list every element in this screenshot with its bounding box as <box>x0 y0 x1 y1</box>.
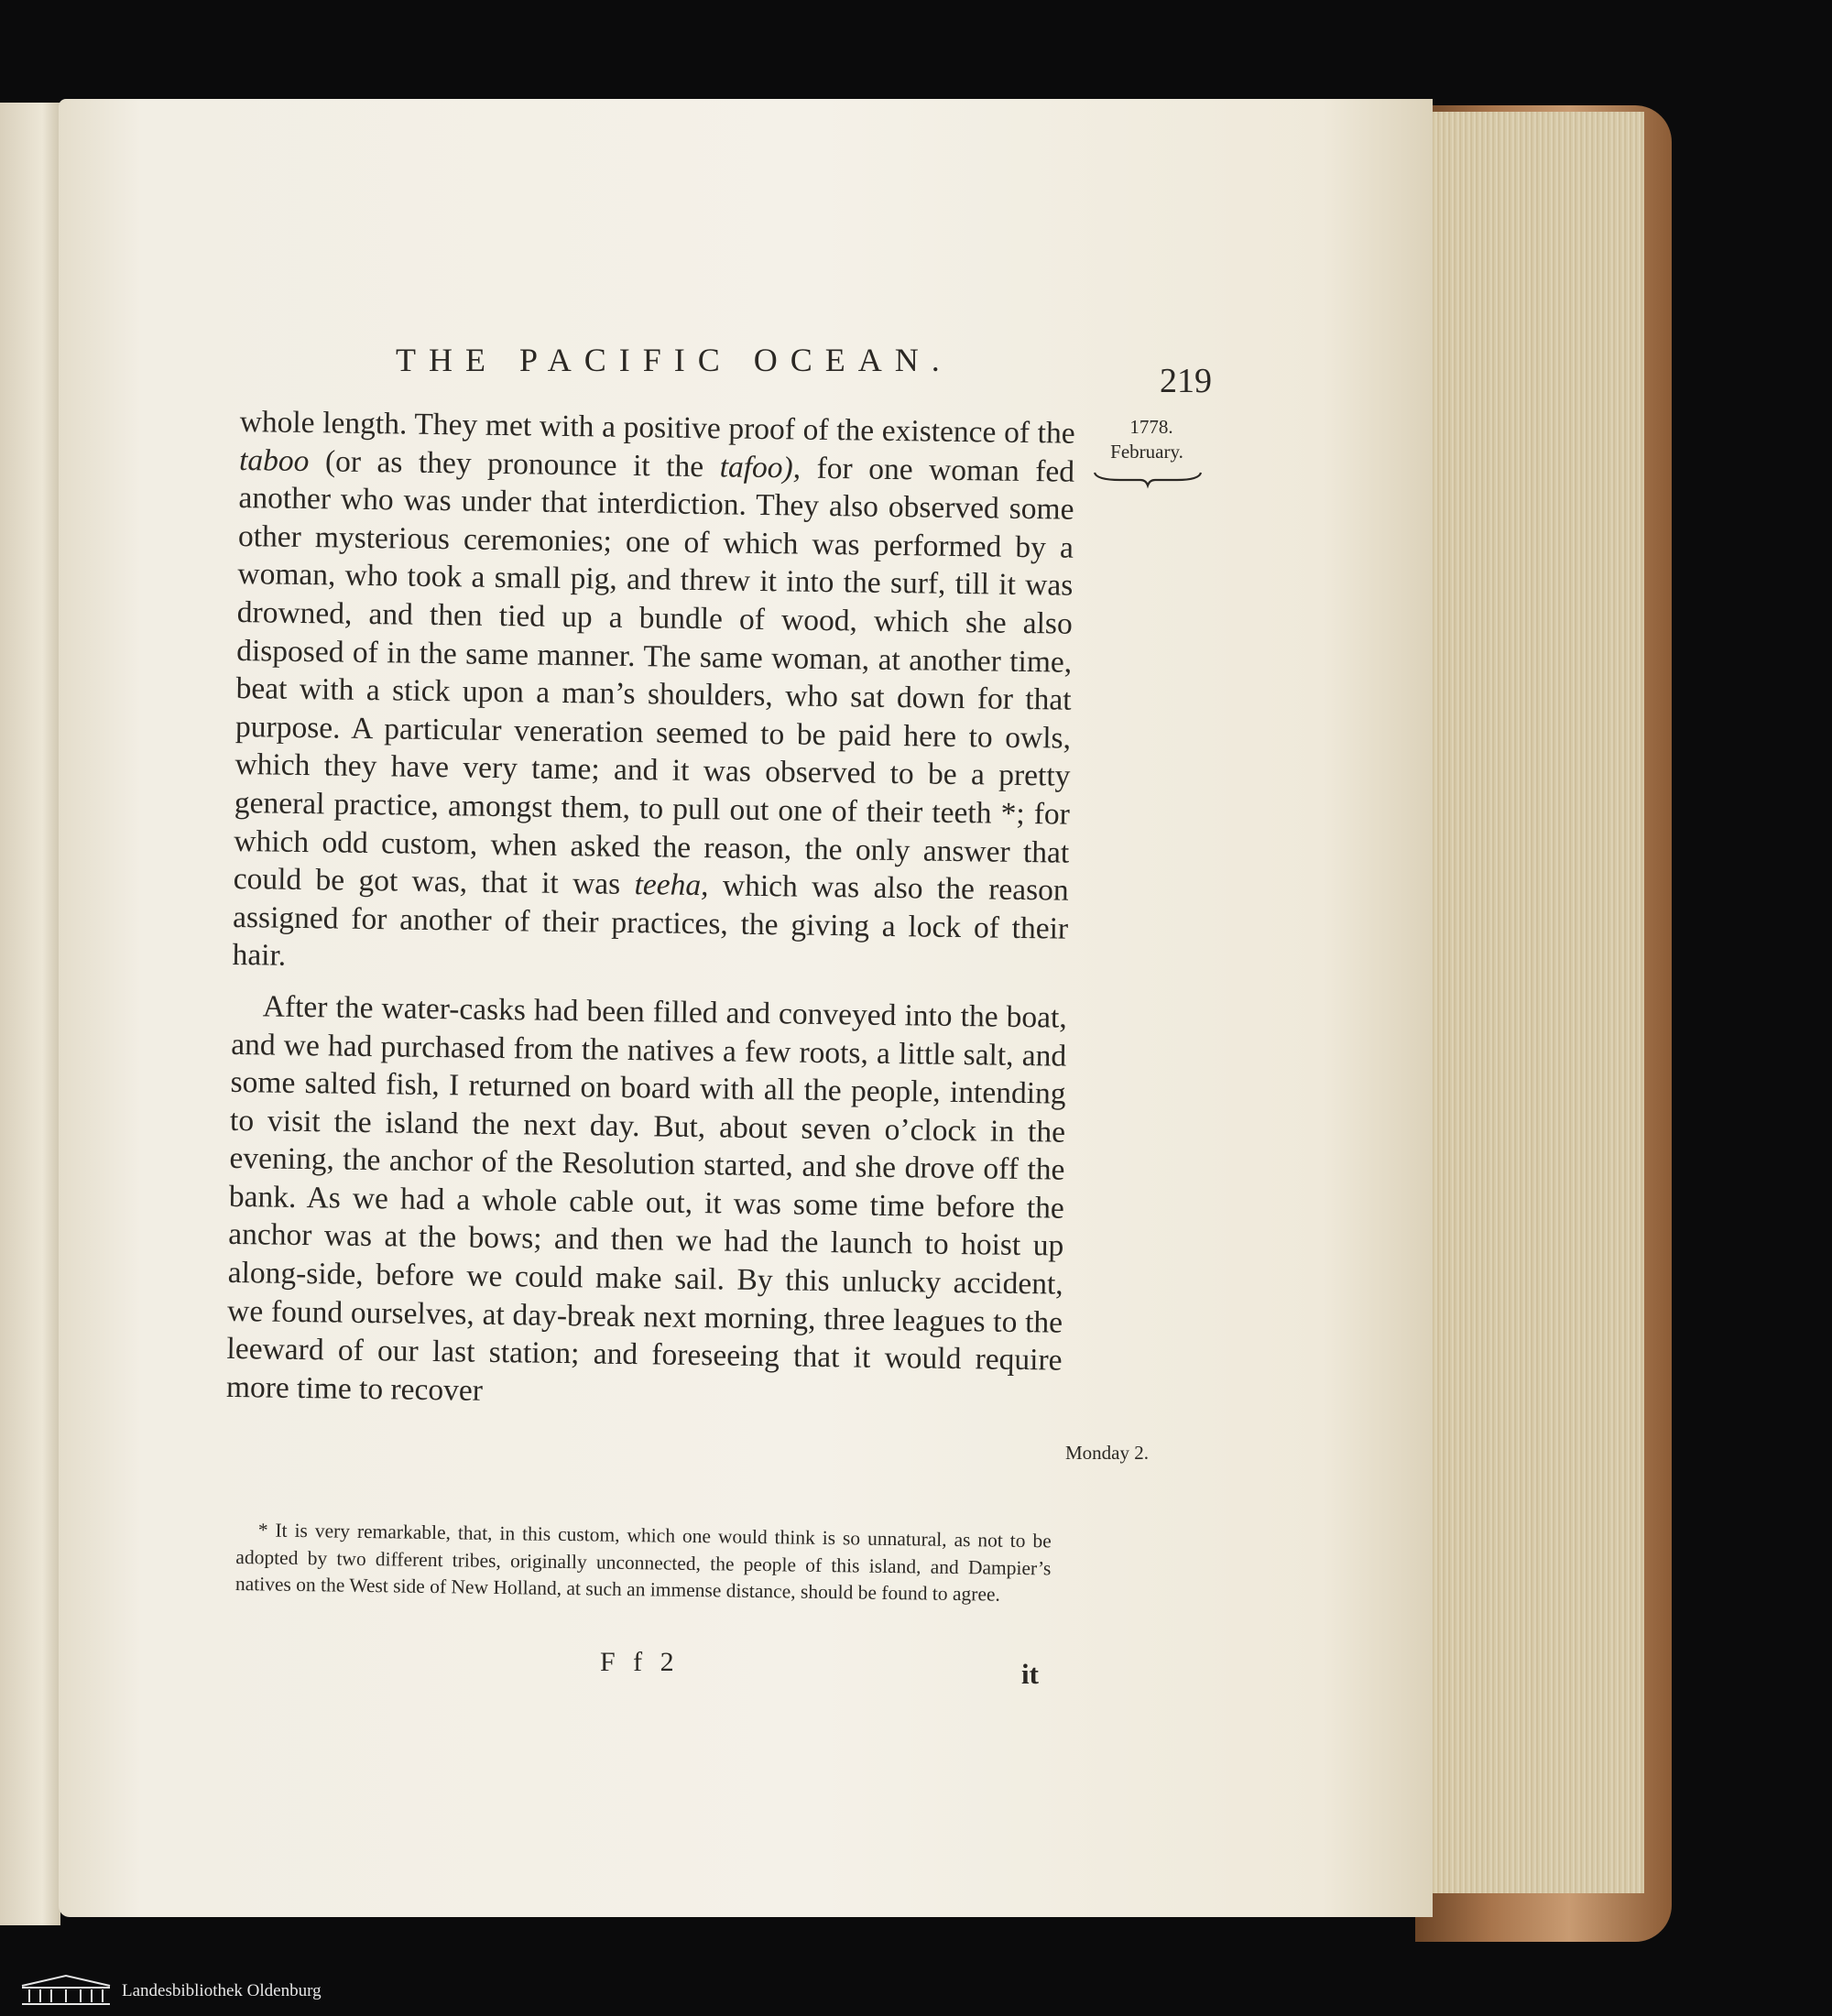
paragraph-1: whole length. They met with a positive proof of the existence of the taboo (or as they pronounce it the tafoo), for one woman fed another who was under that interdiction. They also observed some other mysterious ceremonies; one of which was performed by a woman, who took a small pig, and threw it into the surf, till it was drowned, and then tied up a bundle of wood, which she also disposed of in the same manner. The same woman, at another time, beat with a stick upon a man’s shoulders, who sat down for that purpose. A particular veneration seemed to be paid here to owls, which they have very tame; and it was observed to be a pretty general practice, amongst them, to pull out one of their teeth *; for which odd custom, when asked the reason, the only answer that could be got was, that it was teeha, which was also the reason assigned for another of their practices, the giving a lock of their hair. <box>232 404 1075 974</box>
signature-mark: F f 2 <box>600 1647 680 1677</box>
italic-term: taboo <box>238 442 310 478</box>
page-number: 219 <box>1160 362 1212 400</box>
footnote-text: * It is very remarkable, that, in this custom, which one would think is so unnatural, as not to be adopted by two different tribes, originally unconnected, the people of this island, and Dampier’s natives on the West side of New Holland, at such an immense distance, should be found to agree. <box>234 1519 1052 1606</box>
main-text <box>226 403 1075 1418</box>
paragraph-2: After the water-casks had been filled and conveyed into the boat, and we had purchased from the natives a few roots, a little salt, and some salted fish, I returned on board with all the people, intending to visit the island the next day. But, about seven o’clock in the evening, the anchor of the Resolution started, and she drove off the bank. As we had a whole cable out, it was some time before the anchor was at the bows; and then we had the launch to hoist up along-side, before we could make sail. By this unlucky accident, we found ourselves, at day-break next morning, three leagues to the leeward of our last station; and foreseeing that it would require more time to recover <box>225 989 1067 1408</box>
catchword: it <box>1021 1658 1039 1690</box>
page-edges <box>1429 112 1644 1893</box>
library-name: Landesbibliothek Oldenburg <box>122 1981 322 2000</box>
margin-note-year: 1778. <box>1129 416 1173 438</box>
left-page-edge <box>0 103 60 1925</box>
footnote <box>235 1517 1052 1609</box>
italic-term: teeha, <box>634 867 709 903</box>
italic-term: tafoo), <box>719 449 802 485</box>
library-building-icon <box>18 1973 114 2008</box>
running-head: THE PACIFIC OCEAN. <box>396 342 953 378</box>
margin-note-month: February. <box>1110 441 1183 463</box>
brace-mark <box>1093 469 1203 489</box>
margin-note-day: Monday 2. <box>1065 1442 1149 1464</box>
